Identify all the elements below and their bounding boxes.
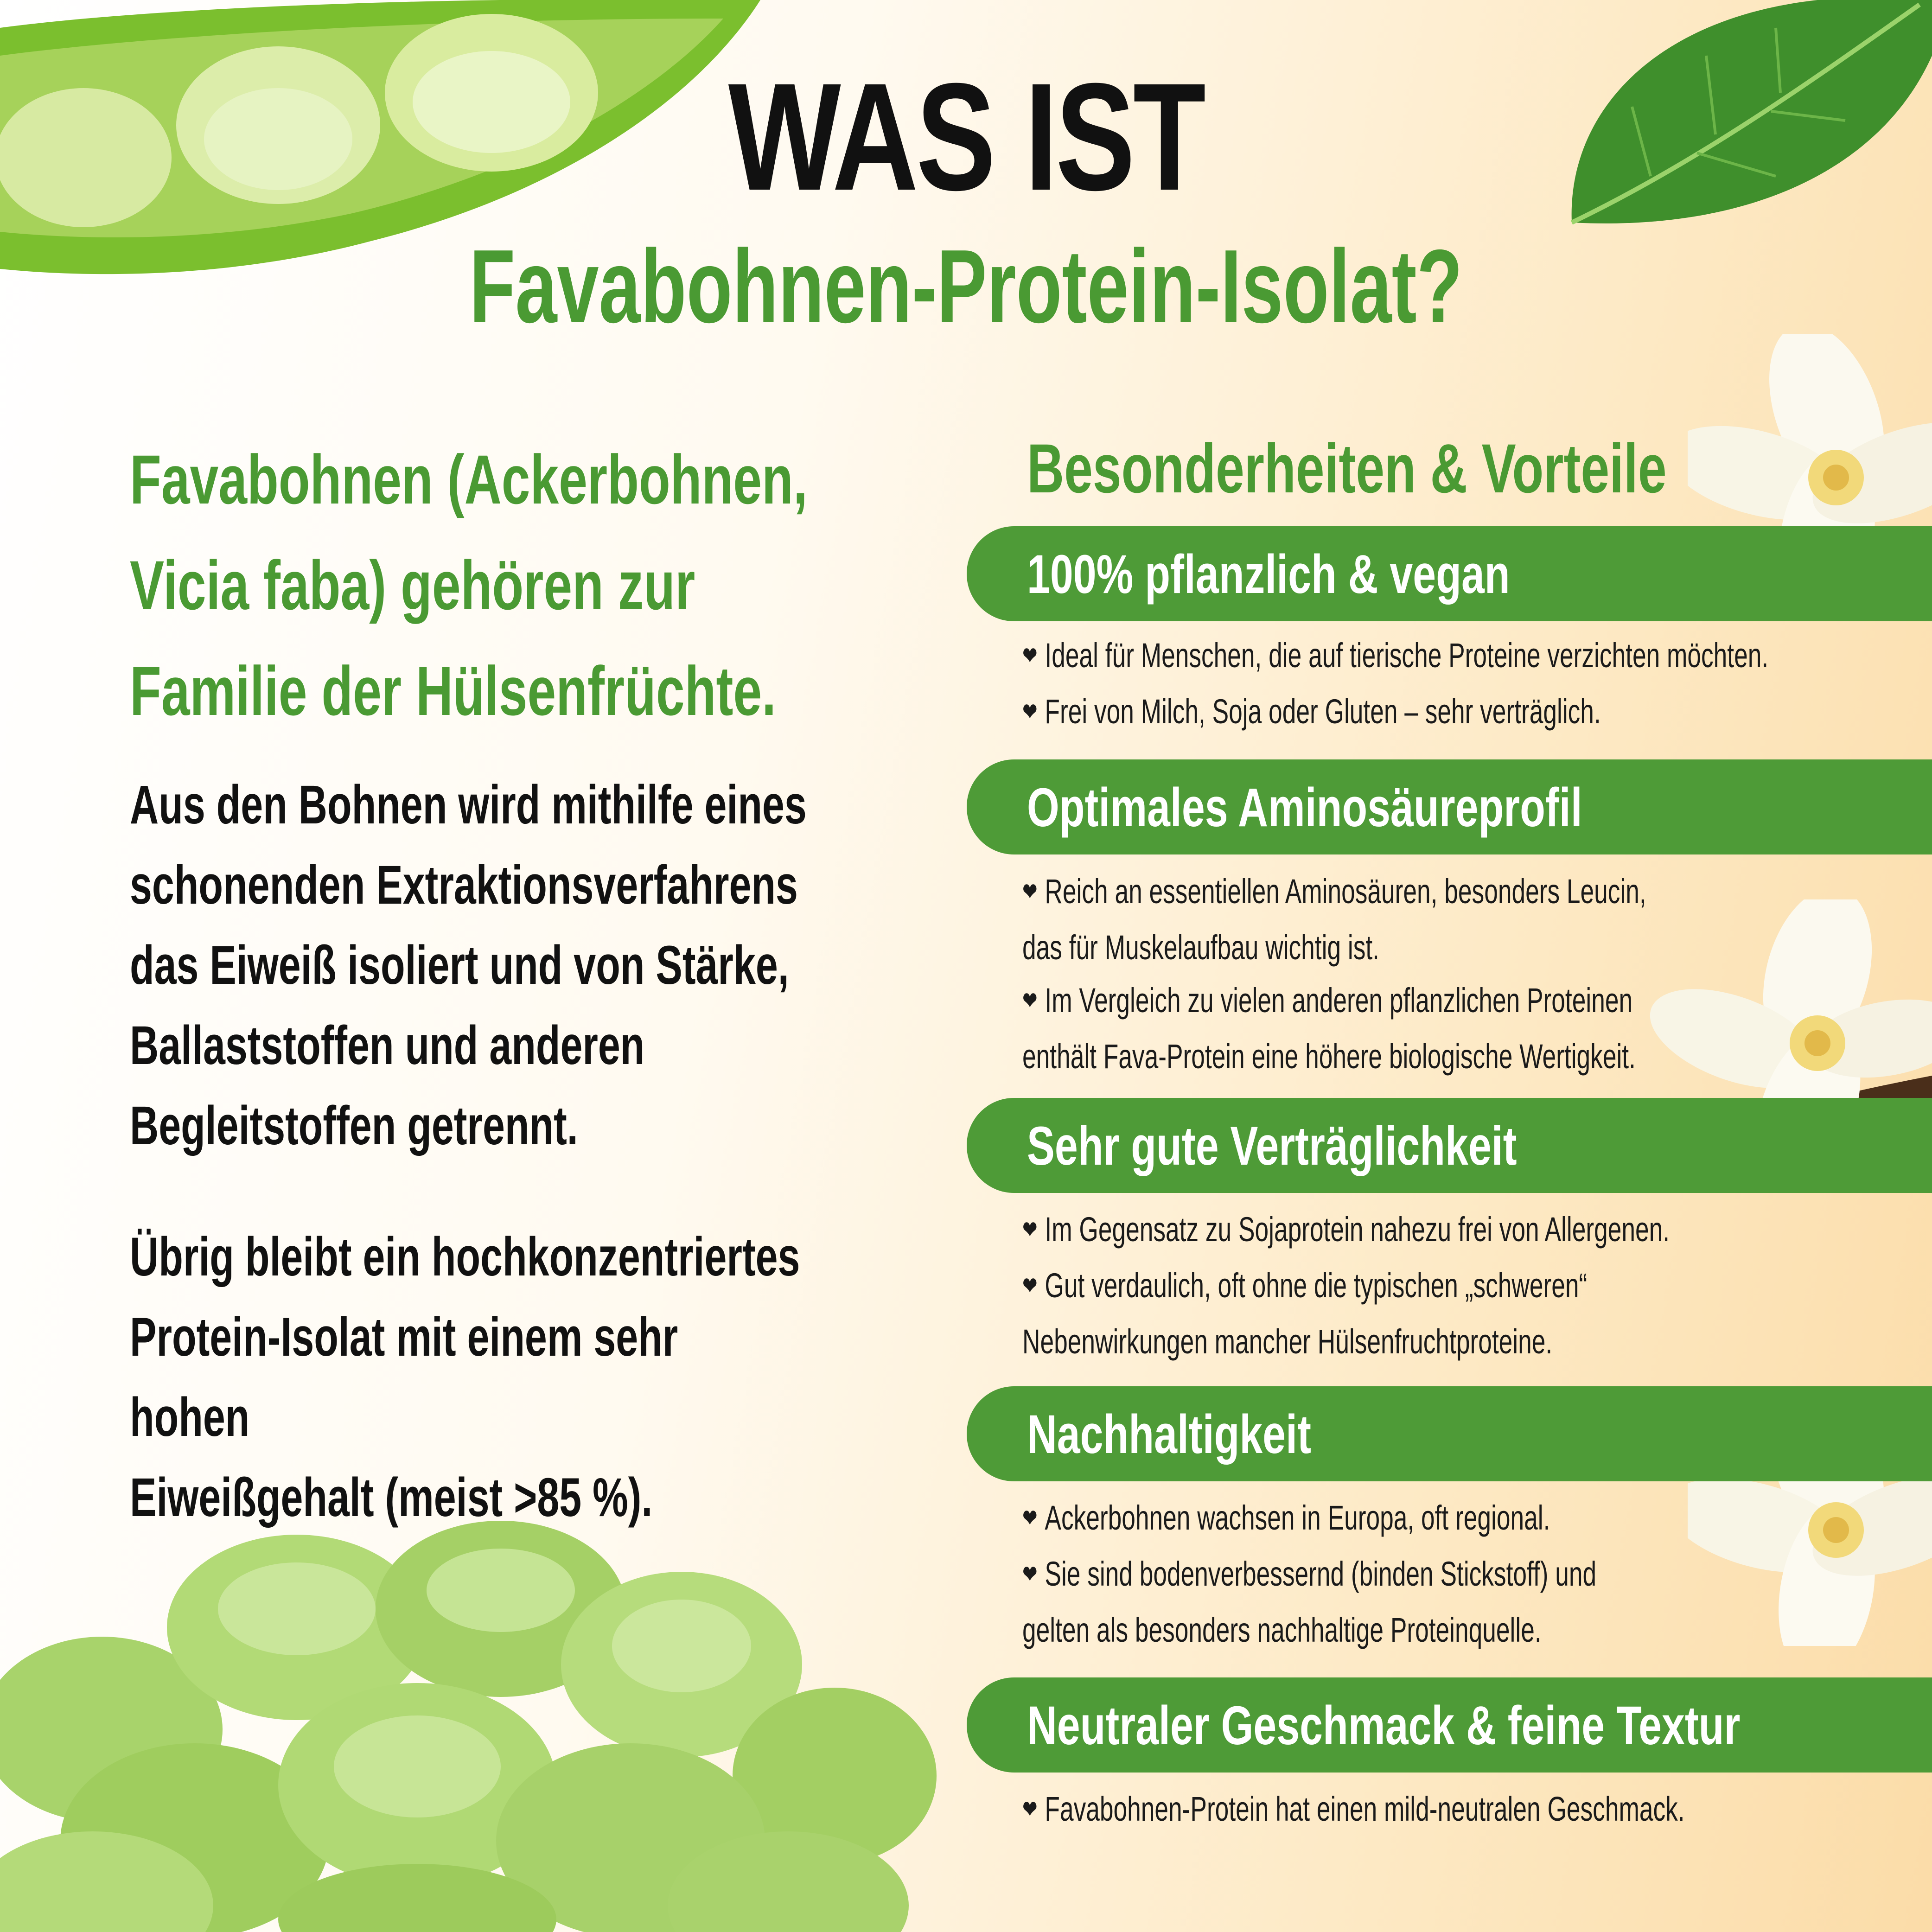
- heart-icon: ❤: [1022, 1216, 1038, 1244]
- list-item: ❤ Ackerbohnen wachsen in Europa, oft regional.: [1022, 1498, 1550, 1537]
- list-item-continuation: gelten als besonders nachhaltige Proteinquelle.: [1022, 1611, 1542, 1649]
- heart-icon: ❤: [1022, 987, 1038, 1015]
- paragraph-line: Begleitstoffen getrennt.: [130, 1095, 578, 1156]
- list-item-continuation: das für Muskelaufbau wichtig ist.: [1022, 928, 1379, 967]
- section-list-tolerance: [1022, 1203, 1757, 1368]
- paragraph-line: schonenden Extraktionsverfahrens: [130, 854, 798, 916]
- paragraph-line: Eiweißgehalt (meist >85 %).: [130, 1467, 653, 1528]
- section-list-taste: [1022, 1783, 1757, 1839]
- list-item-continuation: enthält Fava-Protein eine höhere biologische Wertigkeit.: [1022, 1037, 1636, 1076]
- section-heading-taste: Neutraler Geschmack & feine Textur: [1027, 1695, 1741, 1756]
- list-item: ❤ Im Gegensatz zu Sojaprotein nahezu frei von Allergenen.: [1022, 1210, 1670, 1249]
- heart-icon: ❤: [1022, 1272, 1038, 1300]
- fava-beans-pile-illustration: [0, 1488, 950, 1932]
- heart-icon: ❤: [1022, 1561, 1038, 1588]
- section-heading-sustainability: Nachhaltigkeit: [1027, 1404, 1311, 1465]
- section-list-sustainability: [1022, 1492, 1757, 1657]
- section-heading-tolerance: Sehr gute Verträglichkeit: [1027, 1116, 1517, 1177]
- intro-text: [130, 427, 833, 744]
- heart-icon: ❤: [1022, 878, 1038, 906]
- heart-icon: ❤: [1022, 698, 1038, 726]
- paragraph-line: Übrig bleibt ein hochkonzentriertes: [130, 1226, 800, 1288]
- list-item: ❤ Favabohnen-Protein hat einen mild-neutralen Geschmack.: [1022, 1790, 1685, 1828]
- section-list-vegan: [1022, 629, 1769, 741]
- heart-icon: ❤: [1022, 1505, 1038, 1532]
- paragraph-line: Protein-Isolat mit einem sehr hohen: [130, 1307, 678, 1448]
- section-heading-amino: Optimales Aminosäureprofil: [1027, 777, 1582, 838]
- list-item: ❤ Gut verdaulich, oft ohne die typischen „schweren“: [1022, 1266, 1588, 1305]
- paragraph-line: das Eiweiß isoliert und von Stärke,: [130, 935, 789, 996]
- section-list-amino: [1022, 865, 1757, 1083]
- title-line-2: Favabohnen-Protein-Isolat?: [469, 228, 1463, 344]
- intro-line: Vicia faba) gehören zur: [130, 546, 695, 624]
- benefits-title: Besonderheiten & Vorteile: [1027, 429, 1667, 507]
- paragraph-line: Ballaststoffen und anderen: [130, 1015, 645, 1076]
- paragraph-extraction: [130, 765, 807, 1166]
- heart-icon: ❤: [1022, 1796, 1038, 1824]
- section-heading-vegan: 100% pflanzlich & vegan: [1027, 544, 1510, 605]
- paragraph-result: [130, 1217, 807, 1538]
- intro-line: Favabohnen (Ackerbohnen,: [130, 440, 808, 518]
- heart-icon: ❤: [1022, 642, 1038, 670]
- paragraph-line: Aus den Bohnen wird mithilfe eines: [130, 774, 807, 835]
- list-item: ❤ Frei von Milch, Soja oder Gluten – sehr verträglich.: [1022, 692, 1601, 731]
- intro-line: Familie der Hülsenfrüchte.: [130, 652, 777, 730]
- title-line-1: WAS IST: [728, 51, 1204, 222]
- list-item: ❤ Reich an essentiellen Aminosäuren, besonders Leucin,: [1022, 872, 1646, 911]
- list-item: ❤ Sie sind bodenverbessernd (binden Stickstoff) und: [1022, 1555, 1597, 1593]
- list-item: ❤ Im Vergleich zu vielen anderen pflanzlichen Proteinen: [1022, 981, 1633, 1020]
- list-item-continuation: Nebenwirkungen mancher Hülsenfruchtproteine.: [1022, 1322, 1553, 1361]
- list-item: ❤ Ideal für Menschen, die auf tierische Proteine verzichten möchten.: [1022, 636, 1769, 675]
